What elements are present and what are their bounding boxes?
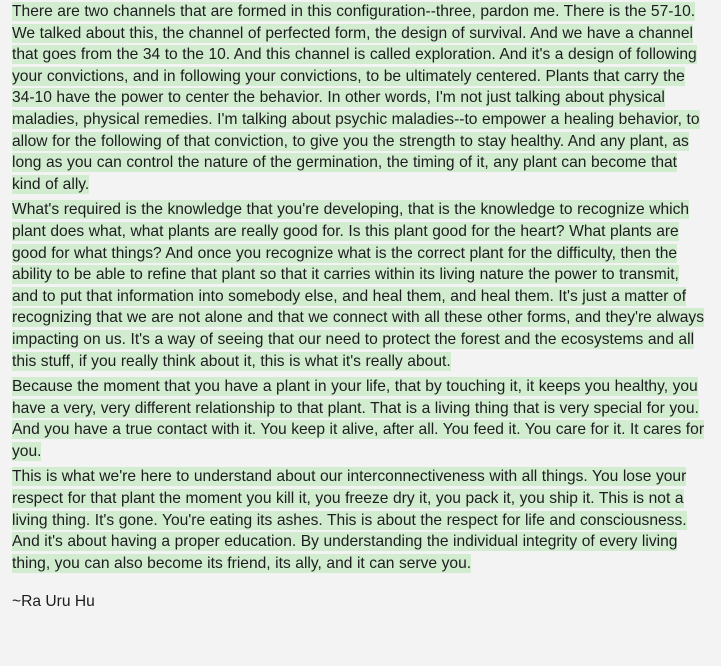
highlighted-text: There are two channels that are formed in this configuration--three, pardon me. There is the 57-10. We talked about this, the channel of perfected form, the design of survival. And we have a channel that goes from the 34 to the 10. And this channel is called exploration. And it's a design of following your convictions, and in following your convictions, to be ultimately centered. Plants that carry the 34-10 have the power to center the behavior. In other words, I'm not just talking about physical maladies, physical remedies. I'm talking about psychic maladies--to empower a healing behavior, to allow for the following of that conviction, to give you the strength to stay healthy. And any plant, as long as you can control the nature of the germination, the timing of it, any plant can become that kind of ally. [12, 3, 700, 193]
paragraph-3 [12, 376, 709, 462]
highlighted-text: Because the moment that you have a plant in your life, that by touching it, it keeps you healthy, you have a very, very different relationship to that plant. That is a living thing that is very special for you. And you have a true contact with it. You keep it alive, after all. You feed it. You care for it. It cares for you. [12, 378, 705, 460]
paragraph-4 [12, 466, 709, 574]
highlighted-text: This is what we're here to understand about our interconnectiveness with all things. You lose your respect for that plant the moment you kill it, you freeze dry it, you pack it, you ship it. This is not a living thing. It's gone. You're eating its ashes. This is about the respect for life and consciousness. And it's about having a proper education. By understanding the individual integrity of every living thing, you can also become its friend, its ally, and it can serve you. [12, 468, 687, 572]
paragraph-2 [12, 199, 709, 372]
highlighted-text: What's required is the knowledge that you're developing, that is the knowledge to recognize which plant does what, what plants are really good for. Is this plant good for the heart? What plants are good for what things? And once you recognize what is the correct plant for the difficulty, then the ability to be able to refine that plant so that it carries within its living nature the power to transmit, and to put that information into somebody else, and heal them, and heal them. It's just a matter of recognizing that we are not alone and that we connect with all these other forms, and they're always impacting on us. It's a way of seeing that our need to protect the forest and the ecosystems and all this stuff, if you really think about it, this is what it's really about. [12, 201, 705, 370]
paragraph-1 [12, 1, 709, 195]
author-signature: ~Ra Uru Hu [12, 593, 95, 611]
